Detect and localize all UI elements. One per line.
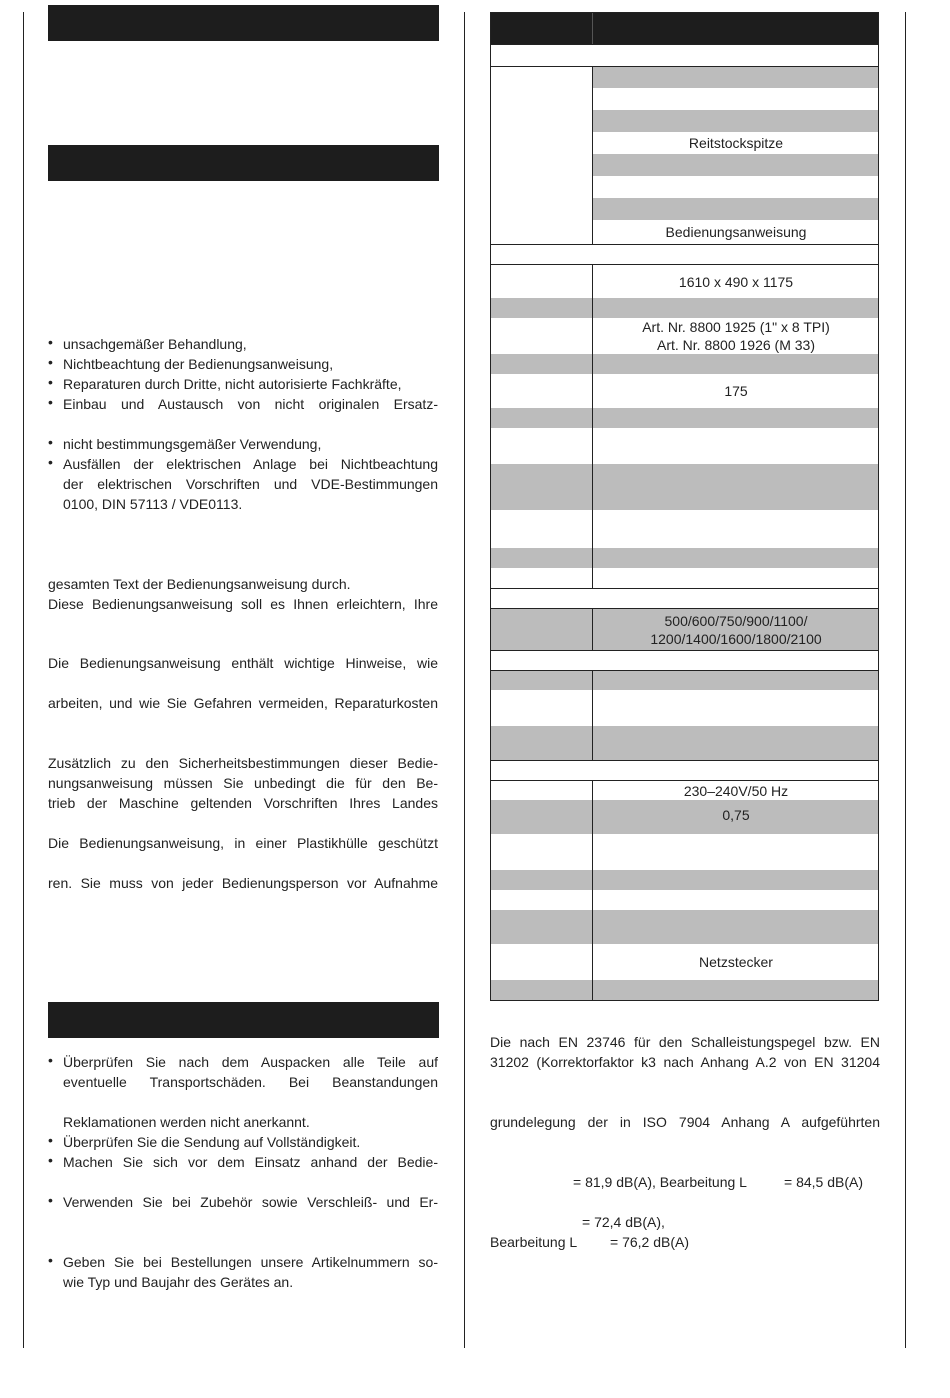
noise-text-line: grundelegung der in ISO 7904 Anhang A aufgeführten <box>490 1114 880 1130</box>
table-row <box>490 800 879 834</box>
section-header-bar-1 <box>48 5 439 41</box>
cell-value: 175 <box>724 383 748 399</box>
table-row <box>490 890 879 910</box>
table-row <box>490 608 879 650</box>
noise-value: = 76,2 dB(A) <box>610 1234 689 1250</box>
list-item-continued: der elektrischen Vorschriften und VDE-Bestimmungen <box>63 476 438 492</box>
bullet: • <box>48 454 53 470</box>
cell-value: Reitstockspitze <box>688 135 784 151</box>
list-item: Überprüfen Sie nach dem Auspacken alle Teile auf <box>63 1054 438 1070</box>
noise-value: = 84,5 dB(A) <box>784 1174 863 1190</box>
bullet: • <box>48 394 53 410</box>
paragraph-line: trieb der Maschine geltenden Vorschriften Ihres Landes <box>48 795 438 811</box>
left-page-border <box>23 12 24 1348</box>
table-row <box>490 374 879 408</box>
table-row <box>490 510 879 548</box>
table-row <box>490 910 879 944</box>
table-row <box>490 132 879 154</box>
list-item-continued: wie Typ und Baujahr des Gerätes an. <box>63 1274 294 1290</box>
noise-value: = 72,4 dB(A), <box>582 1214 665 1230</box>
table-header <box>490 12 879 44</box>
table-section-row <box>490 44 879 66</box>
cell-value: Art. Nr. 8800 1925 (1" x 8 TPI) <box>642 319 830 335</box>
paragraph-line: Die Bedienungsanweisung enthält wichtige Hinweise, wie <box>48 655 438 671</box>
table-section-row <box>490 588 879 608</box>
table-row <box>490 154 879 176</box>
cell-value: 500/600/750/900/1100/ <box>664 612 808 629</box>
section-header-bar-3 <box>48 1002 439 1038</box>
list-item: Reparaturen durch Dritte, nicht autorisierte Fachkräfte, <box>63 376 402 392</box>
list-item: Geben Sie bei Bestellungen unsere Artikelnummern so- <box>63 1254 438 1270</box>
table-row <box>490 318 879 354</box>
table-row <box>490 88 879 110</box>
cell-value: Bedienungsanweisung <box>665 224 807 240</box>
cell-value: 1200/1400/1600/1800/2100 <box>650 630 822 647</box>
bullet: • <box>48 354 53 370</box>
table-row <box>490 870 879 890</box>
bullet: • <box>48 334 53 350</box>
table-row <box>490 220 879 244</box>
bullet: • <box>48 434 53 450</box>
list-item: nicht bestimmungsgemäßer Verwendung, <box>63 436 322 452</box>
table-row <box>490 670 879 690</box>
table-section-row <box>490 244 879 264</box>
paragraph-line: arbeiten, und wie Sie Gefahren vermeiden, Reparaturkosten <box>48 695 438 711</box>
noise-text-line: Bearbeitung L <box>490 1234 578 1250</box>
bullet: • <box>48 1152 53 1168</box>
paragraph-line: Diese Bedienungsanweisung soll es Ihnen erleichtern, Ihre <box>48 596 438 612</box>
table-row <box>490 834 879 870</box>
table-row <box>490 176 879 198</box>
noise-text-line: Die nach EN 23746 für den Schalleistungspegel bzw. EN <box>490 1034 880 1050</box>
list-item: Nichtbeachtung der Bedienungsanweisung, <box>63 356 334 372</box>
list-item: Einbau und Austausch von nicht originalen Ersatz- <box>63 396 438 412</box>
table-row <box>490 464 879 510</box>
cell-value: Netzstecker <box>699 954 773 970</box>
bullet: • <box>48 1192 53 1208</box>
list-item: Verwenden Sie bei Zubehör sowie Verschleiß- und Er- <box>63 1194 438 1210</box>
paragraph-line: Die Bedienungsanweisung, in einer Plastikhülle geschützt <box>48 835 438 851</box>
table-row <box>490 944 879 980</box>
section-header-bar-2 <box>48 145 439 181</box>
table-row <box>490 66 879 88</box>
cell-value: 1610 x 490 x 1175 <box>678 273 794 290</box>
list-item-continued: Reklamationen werden nicht anerkannt. <box>63 1114 310 1130</box>
bullet: • <box>48 1052 53 1068</box>
table-row <box>490 354 879 374</box>
table-row <box>490 298 879 318</box>
table-row <box>490 110 879 132</box>
column-divider <box>464 12 465 1348</box>
table-row <box>490 198 879 220</box>
list-item-continued: 0100, DIN 57113 / VDE0113. <box>63 496 243 512</box>
table-row <box>490 690 879 726</box>
list-item-continued: eventuelle Transportschäden. Bei Beanstandungen <box>63 1074 438 1090</box>
table-row <box>490 428 879 464</box>
list-item: unsachgemäßer Behandlung, <box>63 336 247 352</box>
table-row <box>490 408 879 428</box>
list-item: Ausfällen der elektrischen Anlage bei Nichtbeachtung <box>63 456 438 472</box>
list-item: Überprüfen Sie die Sendung auf Vollständigkeit. <box>63 1134 361 1150</box>
cell-value: 230–240V/50 Hz <box>683 782 789 799</box>
cell-value: 0,75 <box>722 807 750 823</box>
paragraph-line: gesamten Text der Bedienungsanweisung durch. <box>48 576 351 592</box>
paragraph-line: Zusätzlich zu den Sicherheitsbestimmungen dieser Bedie- <box>48 755 438 771</box>
table-row <box>490 980 879 1000</box>
bullet: • <box>48 374 53 390</box>
list-item: Machen Sie sich vor dem Einsatz anhand der Bedie- <box>63 1154 438 1170</box>
bullet: • <box>48 1252 53 1268</box>
right-page-border <box>905 12 906 1348</box>
table-row <box>490 726 879 760</box>
noise-value: = 81,9 dB(A), Bearbeitung L <box>573 1174 747 1190</box>
table-row <box>490 568 879 588</box>
table-row <box>490 264 879 298</box>
paragraph-line: ren. Sie muss von jeder Bedienungsperson vor Aufnahme <box>48 875 438 891</box>
table-section-row <box>490 650 879 670</box>
paragraph-line: nungsanweisung müssen Sie unbedingt die für den Be- <box>48 775 438 791</box>
table-row <box>490 780 879 800</box>
table-section-row <box>490 760 879 780</box>
bullet: • <box>48 1132 53 1148</box>
cell-value: Art. Nr. 8800 1926 (M 33) <box>657 337 815 353</box>
table-row <box>490 548 879 568</box>
noise-text-line: 31202 (Korrektorfaktor k3 nach Anhang A.2 von EN 31204 <box>490 1054 880 1070</box>
